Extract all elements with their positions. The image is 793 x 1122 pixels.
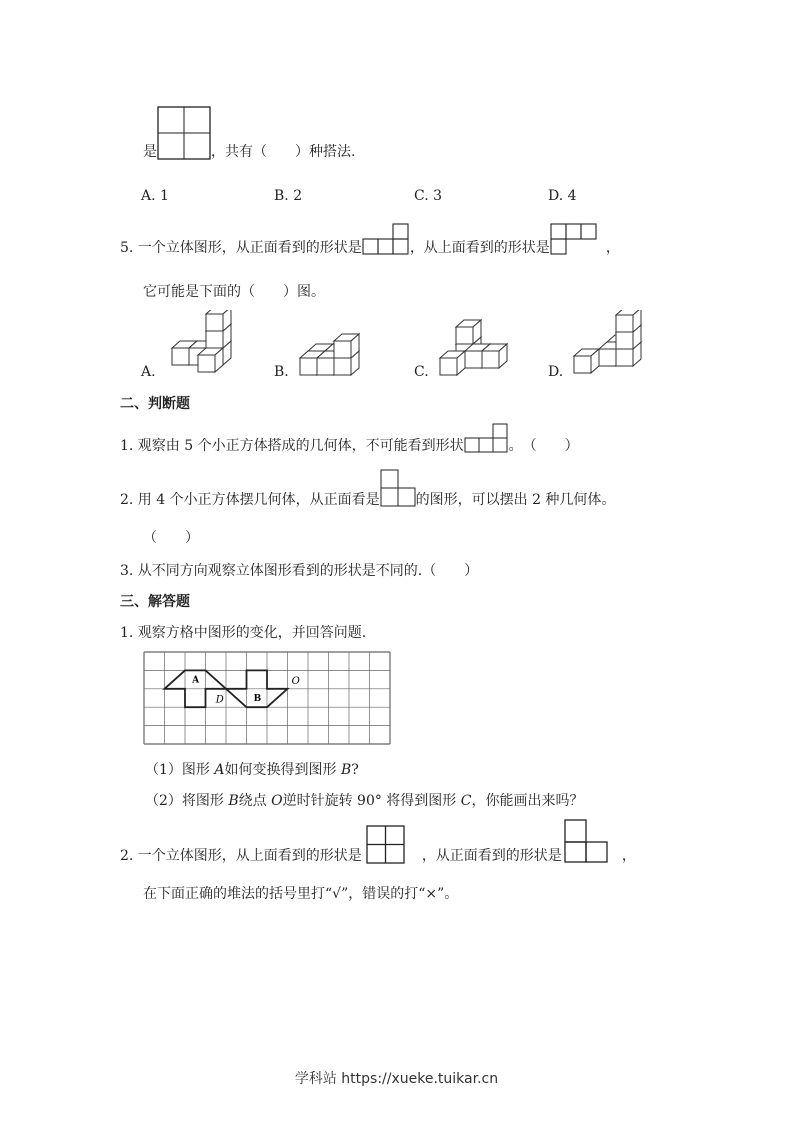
sub2-var-o: O — [271, 793, 283, 809]
q5-option-a-label: A. — [141, 364, 156, 380]
answer-q2-part2: ，从正面看到的形状是 — [421, 848, 562, 864]
sub2-pre: （2）将图形 — [145, 793, 229, 809]
label-o: O — [291, 676, 300, 688]
label-b: B — [253, 693, 262, 704]
q5-stem — [120, 222, 620, 258]
top-view-2x2-figure — [366, 822, 406, 864]
q5-line2: 它可能是下面的（ ）图。 — [143, 284, 325, 300]
judge-q2-tail: 的图形，可以摆出 2 种几何体。 — [415, 492, 616, 508]
q4-option-c: C. 3 — [414, 188, 443, 204]
sub2-mid2: 逆时针旋转 90° 将得到图形 — [282, 793, 461, 809]
sub2-var-b: B — [228, 793, 239, 809]
cube-figure-b — [298, 318, 378, 380]
answer-q1-text: 1. 观察方格中图形的变化，并回答问题. — [120, 625, 367, 641]
sub1-pre: （1）图形 — [145, 762, 215, 778]
answer-q2-line2: 在下面正确的堆法的括号里打“√”，错误的打“×”。 — [143, 886, 459, 902]
q5-number: 5. — [120, 240, 134, 256]
label-a: A — [192, 675, 200, 686]
judge-q2-bracket: （ ） — [143, 530, 199, 546]
judge-q1-figure — [464, 422, 509, 454]
square-2x2-figure — [157, 106, 211, 160]
sub1-var-a: A — [214, 762, 225, 778]
cube — [482, 344, 507, 368]
section-2-title: 二、判断题 — [120, 396, 190, 412]
sub2-mid1: 绕点 — [238, 793, 272, 809]
cube-figure-a — [162, 310, 242, 380]
judge-q2 — [120, 468, 615, 510]
transformation-grid — [140, 648, 396, 750]
q4-prefix: 是 — [143, 144, 157, 160]
q5-part2: ，从上面看到的形状是 — [409, 240, 550, 256]
judge-q1 — [120, 422, 579, 456]
q4-option-b: B. 2 — [274, 188, 303, 204]
cube — [440, 351, 465, 375]
q5-option-d-label: D. — [548, 364, 564, 380]
q5-option-b-label: B. — [274, 364, 289, 380]
q4-stem-tail — [143, 106, 355, 162]
front-view-figure — [362, 222, 410, 256]
sub1-post: ? — [351, 762, 359, 778]
answer-q1-sub2 — [145, 791, 583, 811]
q4-option-a: A. 1 — [141, 188, 169, 204]
cube-figure-c — [438, 312, 518, 380]
cube — [574, 349, 599, 373]
front-view-l-figure — [564, 818, 608, 864]
answer-q2-stem — [120, 818, 636, 866]
cube-figure-d — [572, 310, 652, 380]
q5-part1: 一个立体图形，从正面看到的形状是 — [137, 240, 362, 256]
answer-q2-part1: 2. 一个立体图形，从上面看到的形状是 — [120, 848, 362, 864]
judge-q3: 3. 从不同方向观察立体图形看到的形状是不同的.（ ） — [120, 563, 479, 579]
sub1-mid: 如何变换得到图形 — [224, 762, 341, 778]
answer-q1-sub1 — [145, 760, 359, 780]
section-3-title: 三、解答题 — [120, 594, 190, 610]
cube — [616, 310, 641, 332]
cube — [206, 310, 231, 331]
sub2-var-c: C — [460, 793, 472, 809]
judge-q2-text: 2. 用 4 个小正方体摆几何体，从正面看是 — [120, 492, 380, 508]
q4-option-d: D. 4 — [548, 188, 577, 204]
label-d: D — [215, 694, 224, 706]
judge-q2-figure — [380, 468, 416, 508]
footer-watermark: 学科站 https://xueke.tuikar.cn — [294, 1071, 499, 1087]
cube — [456, 320, 481, 344]
judge-q1-tail: 。 （ ） — [508, 438, 579, 454]
q5-part3: ， — [605, 240, 620, 256]
judge-q1-text: 1. 观察由 5 个小正方体搭成的几何体，不可能看到形状 — [120, 438, 464, 454]
sub2-post: ，你能画出来吗？ — [471, 793, 584, 809]
q4-suffix: ，共有（ ）种搭法. — [211, 144, 356, 160]
sub1-var-b: B — [340, 762, 352, 778]
cube — [198, 348, 223, 372]
cube — [334, 334, 359, 358]
q5-option-c-label: C. — [414, 364, 429, 380]
top-view-figure — [550, 222, 598, 256]
answer-q2-part3: ， — [621, 848, 636, 864]
